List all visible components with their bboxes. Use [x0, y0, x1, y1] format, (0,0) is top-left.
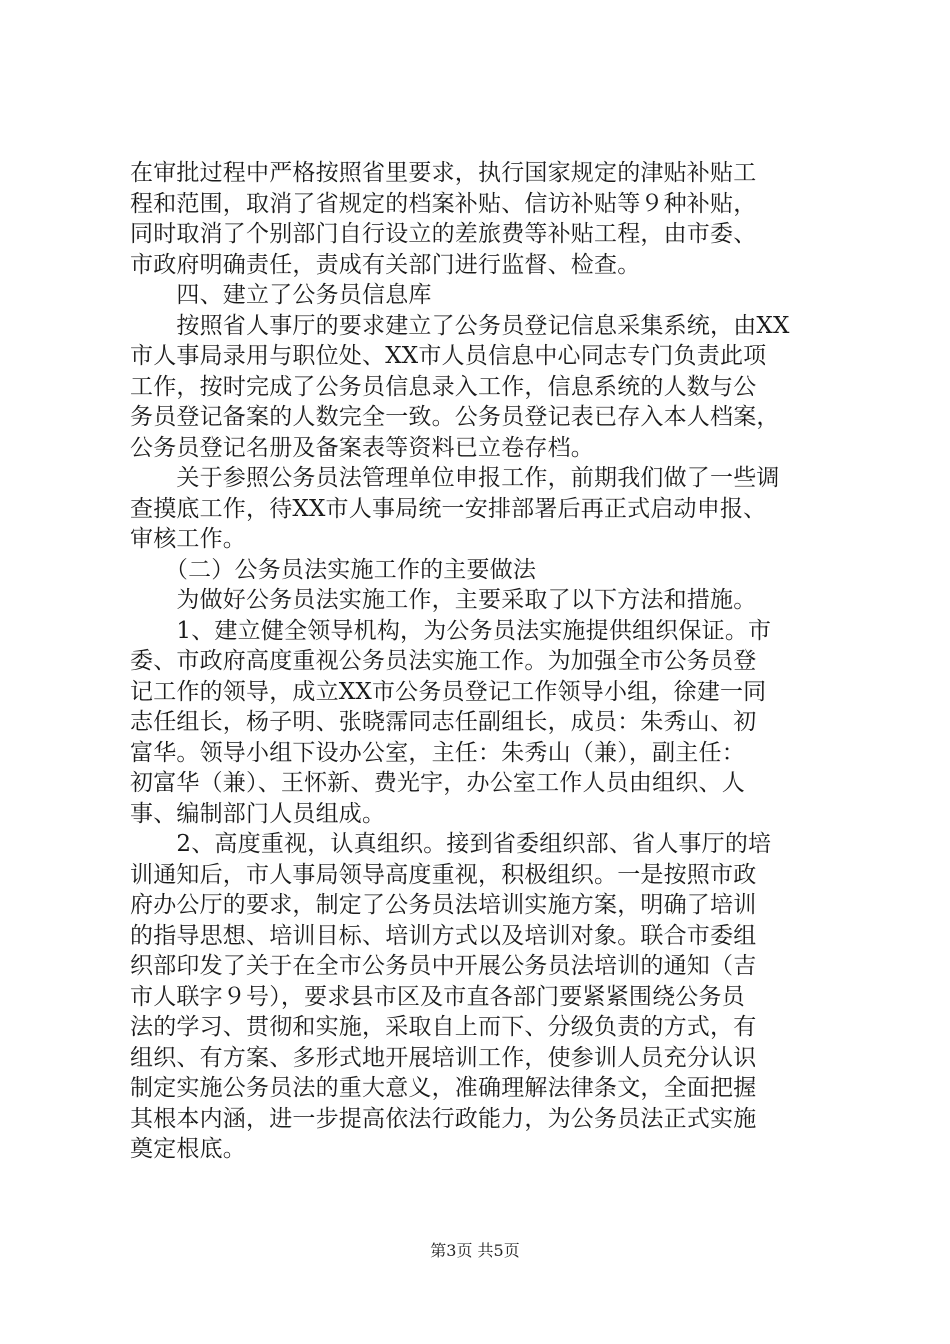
text-line: 织部印发了关于在全市公务员中开展公务员法培训的通知（吉 [130, 953, 757, 979]
text-line: 事、编制部门人员组成。 [130, 800, 386, 827]
text-line: 关于参照公务员法管理单位申报工作，前期我们做了一些调 [130, 465, 780, 491]
text-line: 市人联字９号），要求县市区及市直各部门要紧紧围绕公务员 [130, 983, 745, 1010]
text-line: 府办公厅的要求，制定了公务员法培训实施方案，明确了培训 [130, 892, 757, 918]
text-line: 富华。领导小组下设办公室，主任：朱秀山（兼），副主任： [130, 739, 745, 766]
text-line: 2、高度重视，认真组织。接到省委组织部、省人事厅的培 [130, 831, 772, 857]
page-number: 第3页 共5页 [430, 1241, 520, 1260]
text-line: 制定实施公务员法的重大意义，准确理解法律条文，全面把握 [130, 1075, 757, 1101]
page-footer [0, 1241, 950, 1261]
text-line: 训通知后，市人事局领导高度重视，积极组织。一是按照市政 [130, 861, 757, 888]
text-line: 按照省人事厅的要求建立了公务员登记信息采集系统，由XX [130, 312, 790, 339]
text-line: 市政府明确责任，责成有关部门进行监督、检查。 [130, 251, 641, 278]
text-line: 1、建立健全领导机构，为公务员法实施提供组织保证。市 [130, 617, 772, 644]
text-line: 记工作的领导，成立XX市公务员登记工作领导小组，徐建一同 [130, 678, 767, 705]
text-line: 工作，按时完成了公务员信息录入工作，信息系统的人数与公 [130, 373, 757, 400]
text-line: 法的学习、贯彻和实施，采取自上而下、分级负责的方式，有 [130, 1014, 757, 1040]
text-line: 委、市政府高度重视公务员法实施工作。为加强全市公务员登 [130, 648, 757, 674]
text-line: 审核工作。 [130, 526, 246, 552]
text-line: 初富华（兼）、王怀新、费光宇，办公室工作人员由组织、人 [130, 770, 745, 796]
text-line: 奠定根底。 [130, 1136, 246, 1162]
text-line: 的指导思想、培训目标、培训方式以及培训对象。联合市委组 [130, 922, 757, 949]
section-heading: （二）公务员法实施工作的主要做法 [130, 556, 537, 583]
text-line: 查摸底工作，待XX市人事局统一安排部署后再正式启动申报、 [130, 495, 767, 522]
text-line: 为做好公务员法实施工作，主要采取了以下方法和措施。 [130, 587, 757, 613]
text-line: 程和范围，取消了省规定的档案补贴、信访补贴等９种补贴， [130, 190, 757, 217]
text-line: 组织、有方案、多形式地开展培训工作，使参训人员充分认识 [130, 1044, 757, 1071]
text-line: 其根本内涵，进一步提高依法行政能力，为公务员法正式实施 [130, 1105, 757, 1132]
text-line: 公务员登记名册及备案表等资料已立卷存档。 [130, 434, 594, 461]
text-line: 志任组长，杨子明、张晓霈同志任副组长，成员：朱秀山、初 [130, 709, 757, 735]
document-body [130, 158, 830, 1165]
text-line: 务员登记备案的人数完全一致。公务员登记表已存入本人档案， [130, 404, 780, 430]
section-heading: 四、建立了公务员信息库 [130, 282, 432, 308]
text-line: 在审批过程中严格按照省里要求，执行国家规定的津贴补贴工 [130, 160, 757, 186]
text-line: 市人事局录用与职位处、XX市人员信息中心同志专门负责此项 [130, 343, 767, 369]
text-line: 同时取消了个别部门自行设立的差旅费等补贴工程，由市委、 [130, 221, 757, 247]
